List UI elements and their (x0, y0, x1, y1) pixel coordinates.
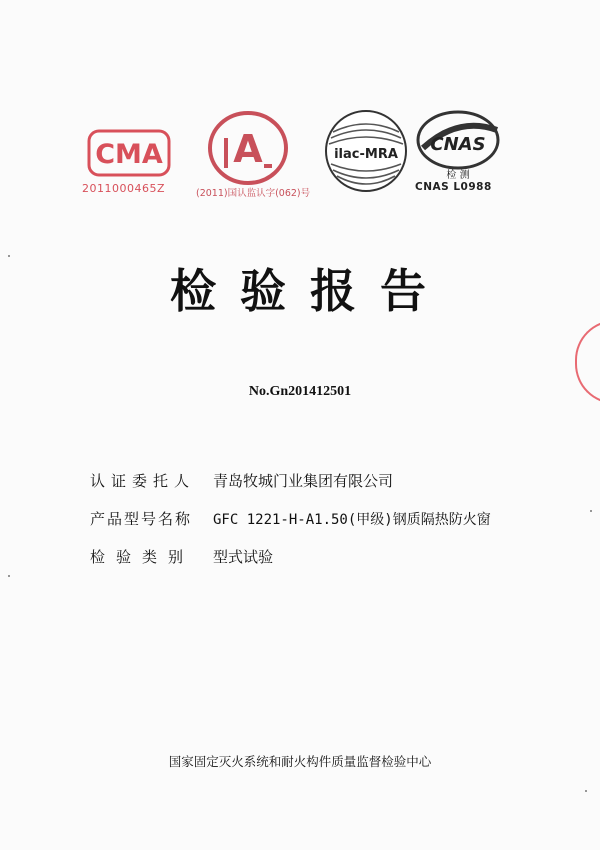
inspection-type-label: 检验类别 (90, 548, 195, 566)
scan-speck (8, 255, 10, 257)
cnas-logo-text: CNAS (430, 134, 486, 155)
client-value: 青岛牧城门业集团有限公司 (213, 472, 394, 490)
cma-code: 2011000465Z (82, 182, 166, 195)
cnas-logo (413, 108, 503, 180)
cma-logo (86, 128, 172, 178)
scan-speck (590, 510, 592, 512)
client-label: 认证委托人 (90, 472, 196, 490)
cnas-code: CNAS L0988 (415, 181, 492, 193)
cal-logo-text: A (233, 127, 263, 171)
issuing-organization: 国家固定灭火系统和耐火构件质量监督检验中心 (168, 754, 432, 769)
scan-speck (8, 575, 10, 577)
scan-speck (585, 790, 587, 792)
inspection-type-value: 型式试验 (213, 548, 274, 566)
cal-logo (206, 108, 290, 188)
cal-code: (2011)国认监认字(062)号 (196, 188, 311, 199)
product-label: 产品型号名称 (90, 510, 193, 528)
ilac-mra-logo (323, 108, 409, 194)
ilac-logo-text: ilac-MRA (334, 147, 398, 162)
product-value: GFC 1221-H-A1.50(甲级)钢质隔热防火窗 (213, 512, 491, 528)
report-number: No.Gn201412501 (248, 384, 352, 399)
cnas-logo-sub: 检 测 (446, 170, 470, 180)
report-title: 检验报告 (170, 264, 450, 318)
cma-logo-text: CMA (95, 139, 163, 170)
